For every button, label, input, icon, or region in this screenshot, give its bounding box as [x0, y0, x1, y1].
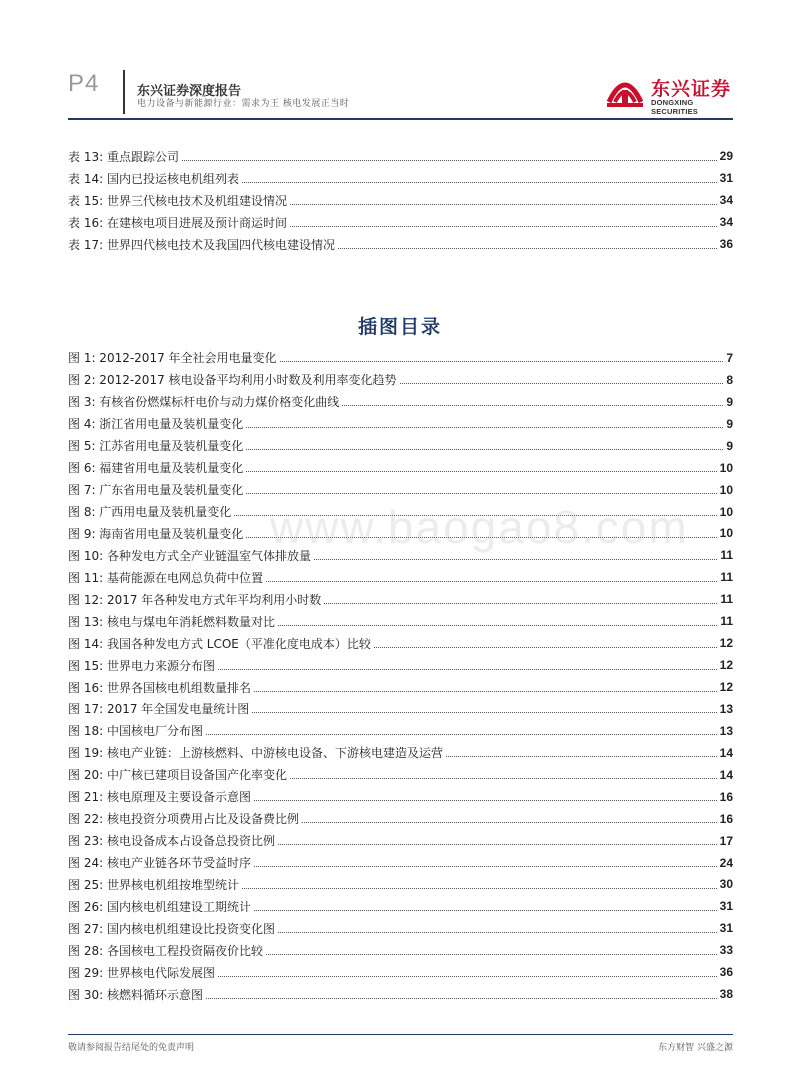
toc-leader-dots [278, 624, 717, 626]
toc-entry-label: 图 18: 中国核电厂分布图 [68, 724, 203, 739]
toc-entry-label: 图 13: 核电与煤电年消耗燃料数量对比 [68, 614, 275, 629]
toc-entry-label: 表 15: 世界三代核电技术及机组建设情况 [68, 193, 287, 208]
toc-leader-dots [246, 426, 723, 428]
toc-page-number: 36 [719, 965, 733, 980]
toc-leader-dots [290, 777, 717, 779]
toc-leader-dots [254, 909, 717, 911]
toc-entry-label: 图 11: 基荷能源在电网总负荷中位置 [68, 570, 263, 585]
table-toc-entry[interactable] [68, 211, 733, 233]
toc-entry-label: 表 14: 国内已投运核电机组列表 [68, 171, 239, 186]
toc-page-number: 24 [719, 855, 733, 870]
toc-entry-label: 图 8: 广西用电量及装机量变化 [68, 505, 232, 520]
figure-toc-entry[interactable] [68, 544, 733, 566]
toc-page-number: 10 [719, 526, 733, 541]
figure-toc-entry[interactable] [68, 588, 733, 610]
dongxing-logo-icon [605, 72, 645, 112]
toc-entry-label: 图 15: 世界电力来源分布图 [68, 658, 215, 673]
figure-toc-entry[interactable] [68, 895, 733, 917]
toc-leader-dots [324, 602, 717, 604]
footer-rule [68, 1034, 733, 1035]
toc-page-number: 16 [719, 811, 733, 826]
toc-leader-dots [254, 865, 717, 867]
figure-toc-entry[interactable] [68, 413, 733, 435]
toc-entry-label: 图 26: 国内核电机组建设工期统计 [68, 899, 251, 914]
toc-leader-dots [314, 558, 717, 560]
figure-toc-entry[interactable] [68, 347, 733, 369]
toc-page-number: 10 [719, 504, 733, 519]
figures-section-title: 插图目录 [357, 316, 442, 338]
toc-leader-dots [234, 514, 716, 516]
toc-page-number: 13 [719, 723, 733, 738]
toc-leader-dots [206, 733, 717, 735]
page-number: P4 [68, 70, 100, 97]
figure-toc-entry[interactable] [68, 523, 733, 545]
toc-entry-label: 表 13: 重点跟踪公司 [68, 149, 179, 164]
toc-page-number: 7 [726, 350, 733, 365]
toc-page-number: 12 [719, 658, 733, 673]
toc-leader-dots [290, 225, 717, 227]
toc-page-number: 13 [719, 701, 733, 716]
report-subtitle: 电力设备与新能源行业：需求为王 核电发展正当时 [137, 99, 350, 109]
figure-toc-entry[interactable] [68, 391, 733, 413]
logo-english-name: DONGXING SECURITIES [651, 98, 699, 116]
toc-entry-label: 图 12: 2017 年各种发电方式年平均利用小时数 [68, 592, 322, 607]
toc-leader-dots [246, 470, 716, 472]
toc-page-number: 31 [719, 921, 733, 936]
toc-leader-dots [280, 360, 724, 362]
toc-page-number: 14 [719, 767, 733, 782]
toc-page-number: 10 [719, 482, 733, 497]
toc-leader-dots [290, 203, 717, 205]
report-title: 东兴证券深度报告 [137, 84, 242, 99]
toc-entry-label: 图 7: 广东省用电量及装机量变化 [68, 483, 244, 498]
toc-page-number: 29 [719, 149, 733, 163]
toc-entry-label: 图 19: 核电产业链：上游核燃料、中游核电设备、下游核电建造及运营 [68, 746, 443, 761]
toc-entry-label: 图 2: 2012-2017 核电设备平均利用小时数及利用率变化趋势 [68, 373, 397, 388]
toc-entry-label: 图 6: 福建省用电量及装机量变化 [68, 461, 244, 476]
toc-leader-dots [252, 711, 716, 713]
page-header [0, 0, 800, 125]
toc-entry-label: 图 4: 浙江省用电量及装机量变化 [68, 417, 244, 432]
toc-leader-dots [218, 668, 717, 670]
toc-leader-dots [242, 887, 717, 889]
figure-toc-entry[interactable] [68, 961, 733, 983]
toc-entry-label: 图 22: 核电投资分项费用占比及设备费比例 [68, 812, 299, 827]
toc-entry-label: 图 25: 世界核电机组按堆型统计 [68, 877, 239, 892]
toc-page-number: 11 [720, 548, 733, 563]
toc-leader-dots [242, 181, 717, 183]
figure-toc-entry[interactable] [68, 917, 733, 939]
toc-page-number: 36 [719, 237, 733, 251]
toc-leader-dots [302, 821, 717, 823]
toc-page-number: 9 [726, 416, 733, 431]
figure-toc-entry[interactable] [68, 874, 733, 896]
toc-entry-label: 图 5: 江苏省用电量及装机量变化 [68, 439, 244, 454]
toc-entry-label: 图 21: 核电原理及主要设备示意图 [68, 790, 251, 805]
figure-toc-entry[interactable] [68, 786, 733, 808]
figure-toc-entry[interactable] [68, 939, 733, 961]
figure-toc-entry[interactable] [68, 830, 733, 852]
toc-entry-label: 图 17: 2017 年全国发电量统计图 [68, 702, 250, 717]
figure-toc-entry[interactable] [68, 720, 733, 742]
toc-page-number: 31 [719, 899, 733, 914]
figure-toc-entry[interactable] [68, 479, 733, 501]
toc-entry-label: 表 16: 在建核电项目进展及预计商运时间 [68, 215, 287, 230]
toc-entry-label: 图 1: 2012-2017 年全社会用电量变化 [68, 351, 277, 366]
table-toc-entry[interactable] [68, 189, 733, 211]
toc-entry-label: 图 29: 世界核电代际发展图 [68, 965, 215, 980]
toc-leader-dots [374, 646, 717, 648]
toc-entry-label: 图 24: 核电产业链各环节受益时序 [68, 856, 251, 871]
toc-leader-dots [338, 247, 717, 249]
figure-toc-entry[interactable] [68, 610, 733, 632]
toc-entry-label: 图 30: 核燃料循环示意图 [68, 987, 203, 1002]
toc-entry-label: 图 3: 有核省份燃煤标杆电价与动力煤价格变化曲线 [68, 395, 340, 410]
footer-slogan: 东方财智 兴盛之源 [658, 1043, 733, 1053]
figure-toc-entry[interactable] [68, 501, 733, 523]
toc-page-number: 30 [719, 877, 733, 892]
tables-toc [68, 145, 733, 255]
toc-leader-dots [254, 799, 717, 801]
figure-toc-entry[interactable] [68, 698, 733, 720]
figure-toc-entry[interactable] [68, 566, 733, 588]
figure-toc-entry[interactable] [68, 852, 733, 874]
toc-page-number: 33 [719, 943, 733, 958]
toc-page-number: 38 [719, 987, 733, 1002]
toc-entry-label: 图 23: 核电设备成本占设备总投资比例 [68, 834, 275, 849]
toc-leader-dots [254, 690, 717, 692]
toc-leader-dots [246, 448, 723, 450]
toc-leader-dots [446, 755, 717, 757]
toc-page-number: 11 [720, 570, 733, 585]
toc-page-number: 8 [726, 372, 733, 387]
toc-entry-label: 图 10: 各种发电方式全产业链温室气体排放量 [68, 548, 311, 563]
figure-toc-entry[interactable] [68, 435, 733, 457]
toc-leader-dots [246, 492, 716, 494]
toc-page-number: 12 [719, 636, 733, 651]
figure-toc-entry[interactable] [68, 764, 733, 786]
table-toc-entry[interactable] [68, 145, 733, 167]
toc-page-number: 34 [719, 215, 733, 229]
toc-leader-dots [182, 159, 717, 161]
toc-entry-label: 图 16: 世界各国核电机组数量排名 [68, 680, 251, 695]
figure-toc-entry[interactable] [68, 808, 733, 830]
toc-page-number: 31 [719, 171, 733, 185]
figure-toc-entry[interactable] [68, 457, 733, 479]
header-divider [123, 70, 125, 114]
toc-entry-label: 表 17: 世界四代核电技术及我国四代核电建设情况 [68, 237, 335, 252]
toc-page-number: 12 [719, 680, 733, 695]
toc-leader-dots [246, 536, 716, 538]
toc-page-number: 11 [720, 614, 733, 629]
toc-entry-label: 图 14: 我国各种发电方式 LCOE（平准化度电成本）比较 [68, 636, 371, 651]
table-toc-entry[interactable] [68, 233, 733, 255]
toc-page-number: 9 [726, 438, 733, 453]
logo-chinese-name: 东兴证券 [651, 78, 732, 100]
toc-leader-dots [218, 975, 717, 977]
toc-page-number: 14 [719, 745, 733, 760]
toc-entry-label: 图 20: 中广核已建项目设备国产化率变化 [68, 768, 287, 783]
toc-leader-dots [278, 843, 717, 845]
toc-entry-label: 图 27: 国内核电机组建设比投资变化图 [68, 921, 275, 936]
toc-leader-dots [342, 404, 723, 406]
toc-leader-dots [400, 382, 724, 384]
toc-entry-label: 图 9: 海南省用电量及装机量变化 [68, 526, 244, 541]
toc-leader-dots [266, 580, 717, 582]
toc-page-number: 34 [719, 193, 733, 207]
toc-page-number: 10 [719, 460, 733, 475]
toc-page-number: 16 [719, 789, 733, 804]
footer-disclaimer: 敬请参阅报告结尾处的免责声明 [68, 1043, 195, 1053]
figure-toc-entry[interactable] [68, 742, 733, 764]
figure-toc-entry[interactable] [68, 983, 733, 1005]
toc-page-number: 17 [719, 833, 733, 848]
toc-page-number: 11 [720, 592, 733, 607]
company-logo [605, 72, 735, 116]
toc-leader-dots [278, 931, 717, 933]
figures-toc [68, 347, 733, 1005]
toc-leader-dots [266, 953, 717, 955]
table-toc-entry[interactable] [68, 167, 733, 189]
figure-toc-entry[interactable] [68, 369, 733, 391]
figure-toc-entry[interactable] [68, 654, 733, 676]
toc-leader-dots [206, 997, 717, 999]
header-rule [68, 118, 733, 120]
figure-toc-entry[interactable] [68, 676, 733, 698]
toc-page-number: 9 [726, 394, 733, 409]
figure-toc-entry[interactable] [68, 632, 733, 654]
watermark: www.baogao8.com [270, 501, 689, 553]
toc-entry-label: 图 28: 各国核电工程投资隔夜价比较 [68, 943, 263, 958]
